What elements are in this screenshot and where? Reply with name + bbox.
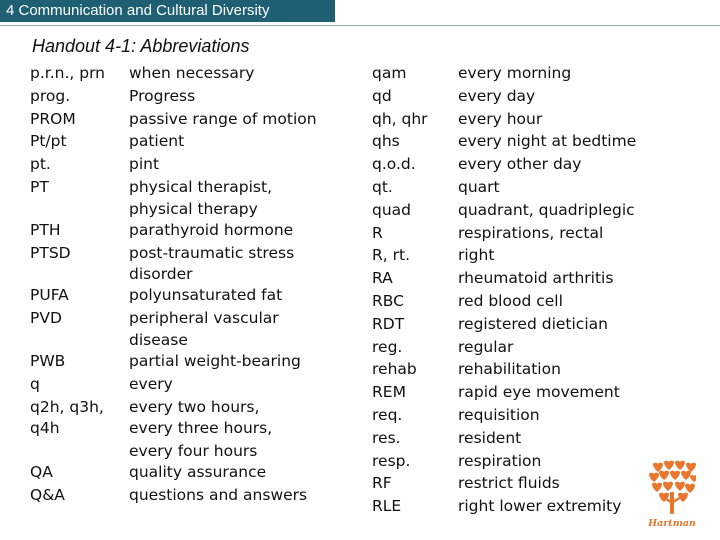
meaning: peripheral vascular (129, 309, 279, 328)
abbreviation: q (30, 374, 40, 393)
abbreviation: RA (372, 269, 393, 288)
heart-tree-icon (649, 461, 696, 514)
abbreviation: quad (372, 200, 411, 219)
abbreviation: pt. (30, 155, 51, 174)
abbreviation: PTSD (30, 243, 71, 262)
spacer (30, 330, 105, 350)
meaning: requisition (458, 405, 540, 424)
abbreviation: q2h, q3h, (30, 397, 104, 416)
abbreviation: resp. (372, 451, 411, 470)
abbreviation: req. (372, 405, 403, 424)
spacer (30, 264, 105, 284)
meaning: quadrant, quadriplegic (458, 200, 635, 219)
abbreviation: PTH (30, 220, 61, 239)
meaning: disease (129, 330, 188, 349)
abbreviation: qt. (372, 177, 393, 196)
abbreviation: RBC (372, 291, 404, 310)
abbreviation: R, rt. (372, 246, 411, 265)
right-meaning-column (458, 62, 636, 518)
abbreviation: PWB (30, 351, 66, 370)
meaning: respiration (458, 451, 542, 470)
abbreviation: QA (30, 463, 53, 482)
meaning: post-traumatic stress (129, 243, 295, 262)
abbreviation: rehab (372, 360, 417, 379)
meaning: every other day (458, 155, 582, 174)
chapter-header-bar (0, 0, 335, 22)
meaning: every day (458, 86, 536, 105)
meaning: red blood cell (458, 291, 563, 310)
meaning: polyunsaturated fat (129, 286, 283, 305)
meaning: passive range of motion (129, 109, 317, 128)
left-abbreviation-column (30, 62, 105, 507)
meaning: rapid eye movement (458, 383, 620, 402)
abbreviation: qam (372, 64, 407, 82)
abbreviation: RF (372, 474, 392, 493)
handout-title: Handout 4-1: Abbreviations (32, 36, 250, 56)
abbreviation: RDT (372, 314, 405, 333)
abbreviation: q4h (30, 419, 60, 438)
abbreviation: R (372, 223, 383, 242)
meaning: registered dietician (458, 314, 608, 333)
abbreviation: PUFA (30, 286, 69, 305)
meaning: rehabilitation (458, 360, 561, 379)
meaning: questions and answers (129, 485, 308, 504)
abbreviation: PROM (30, 109, 76, 128)
abbreviation: res. (372, 428, 401, 447)
meaning: every hour (458, 109, 543, 128)
meaning: right lower extremity (458, 497, 622, 516)
meaning: when necessary (129, 64, 255, 82)
meaning: every (129, 374, 173, 393)
abbreviation: Q&A (30, 485, 65, 504)
abbreviation: qhs (372, 132, 400, 151)
meaning: right (458, 246, 495, 265)
abbreviation: PT (30, 177, 49, 196)
header-divider (0, 25, 720, 26)
abbreviation: prog. (30, 86, 71, 105)
abbreviation: p.r.n., prn (30, 64, 106, 82)
meaning: every three hours, (129, 419, 273, 438)
meaning: every two hours, (129, 397, 260, 416)
meaning: disorder (129, 265, 193, 284)
abbreviation: qh, qhr (372, 109, 428, 128)
chapter-title: 4 Communication and Cultural Diversity (6, 2, 270, 19)
meaning: regular (458, 337, 514, 356)
abbreviation: PVD (30, 309, 62, 328)
meaning: every four hours (129, 442, 258, 461)
logo-wordmark: Hartman (648, 518, 696, 529)
spacer (30, 441, 105, 461)
abbreviation: RLE (372, 497, 402, 516)
meaning: quality assurance (129, 463, 267, 482)
meaning: respirations, rectal (458, 223, 604, 242)
abbreviation: REM (372, 383, 406, 402)
meaning: Progress (129, 86, 196, 105)
abbreviation: reg. (372, 337, 403, 356)
meaning: every morning (458, 64, 572, 82)
meaning: parathyroid hormone (129, 220, 294, 239)
meaning: rheumatoid arthritis (458, 269, 614, 288)
meaning: physical therapist, (129, 177, 273, 196)
meaning: partial weight-bearing (129, 351, 301, 370)
meaning: quart (458, 177, 500, 196)
meaning: every night at bedtime (458, 132, 637, 151)
left-meaning-column (129, 62, 317, 507)
meaning: resident (458, 428, 522, 447)
abbreviation: Pt/pt (30, 132, 67, 151)
meaning: patient (129, 132, 185, 151)
meaning: physical therapy (129, 199, 258, 218)
spacer (30, 199, 105, 219)
meaning: pint (129, 155, 160, 174)
abbreviation: q.o.d. (372, 155, 416, 174)
right-abbreviation-column (372, 62, 428, 518)
meaning: restrict fluids (458, 474, 560, 493)
abbreviation: qd (372, 86, 392, 105)
hartman-logo (648, 460, 696, 530)
